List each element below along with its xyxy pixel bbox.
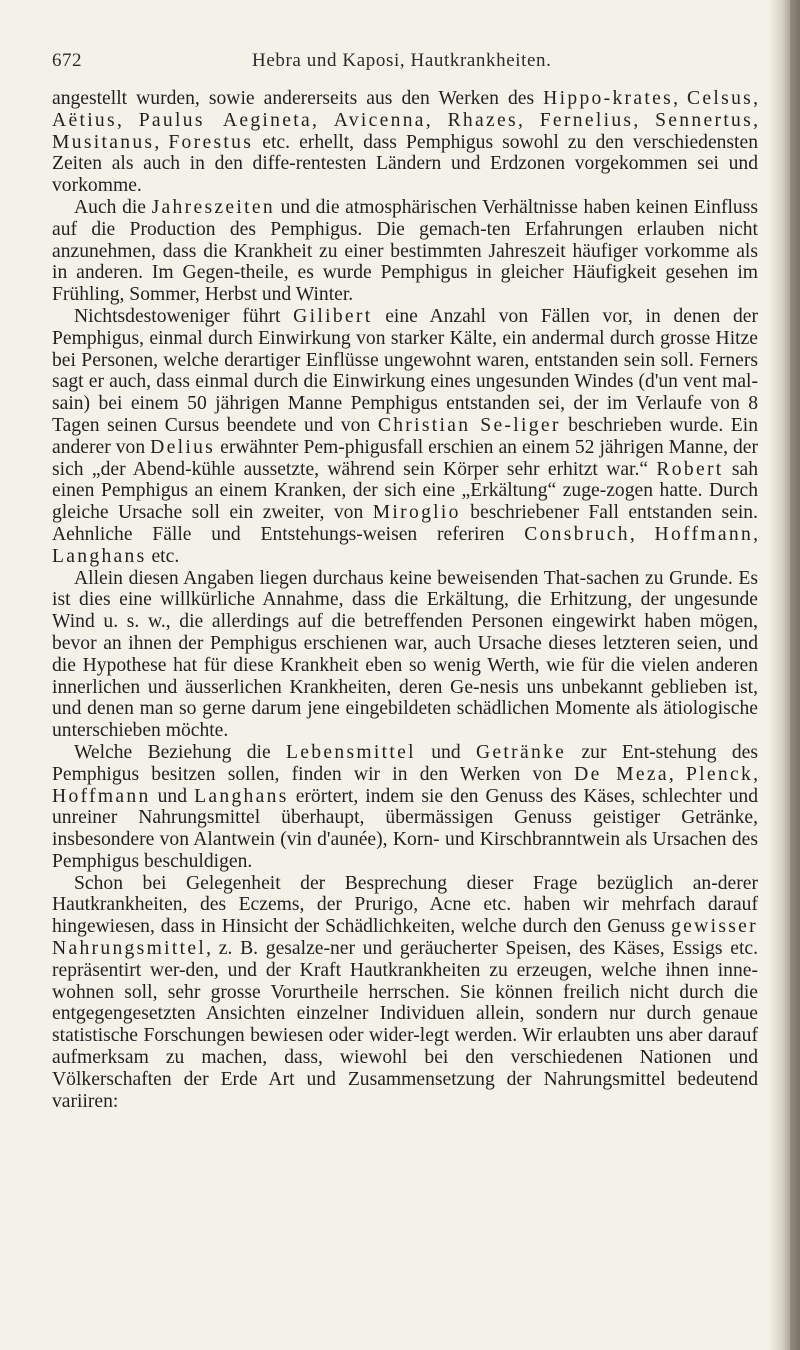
- spaced-name: Aëtius: [52, 109, 117, 131]
- text-run: ,: [116, 109, 139, 131]
- spaced-name: Avicenna: [333, 109, 426, 131]
- spaced-name: Celsus: [687, 88, 754, 109]
- text-run: beschriebener Fall entstanden sein. Aehnliche Fälle und Entstehungs-weisen referiren: [52, 502, 758, 545]
- text-run: ,: [673, 88, 688, 109]
- spaced-name: Consbruch: [524, 523, 630, 545]
- text-run: ,: [629, 523, 655, 545]
- paragraph: [52, 306, 758, 568]
- text-run: , z. B. gesalze-ner und geräucherter Speisen, des Käses, Essigs etc. repräsentirt wer-den, und der Kraft Hautkrankheiten zu erzeugen, welche ihnen inne-wohnen soll, sehr grosse Vorurtheile herrschen. Sie können freilich nicht durch die entgegengesetzten Ansichten einzelner Individuen allein, sondern nur durch genaue statistische Forschungen bewiesen oder wider-legt werden. Wir erlaubten uns aber darauf aufmerksam zu machen, dass, wiewohl bei den verschiedenen Nationen und Völkerschaften der Erde Art und Zusammensetzung der Nahrungsmittel bedeutend variiren:: [52, 938, 758, 1112]
- paragraph: [52, 88, 758, 197]
- body-text: [52, 88, 758, 1112]
- text-run: ,: [154, 131, 169, 153]
- text-run: sah einen Pemphigus an einem Kranken, der sich eine „Erkältung“ zuge-zogen hatte. Durch gleiche Ursache soll ein zweiter, von: [52, 458, 758, 524]
- spaced-name: Robert: [656, 458, 724, 480]
- spaced-name: Rhazes: [447, 109, 518, 131]
- page-header: [52, 50, 752, 78]
- page-number: 672: [52, 50, 82, 71]
- text-run: eine Anzahl von Fällen vor, in denen der Pemphigus, einmal durch Einwirkung von starker Kälte, ein andermal durch grosse Hitze bei Personen, welche derartiger Einflüsse ungewohnt waren, entstanden sein soll. Ferners sagt er auch, dass einmal durch die Einwirkung eines ungesunden Windes (d'un vent mal-sain) bei einem 50 jährigen Manne Pemphigus entstanden sei, der im Verlaufe von 8 Tagen seinen Cursus beendete und von: [52, 305, 758, 436]
- text-run: ,: [517, 109, 540, 131]
- spaced-name: Musitanus: [52, 131, 155, 153]
- text-run: etc.: [146, 545, 180, 567]
- spaced-name: Jahreszeiten: [151, 196, 275, 218]
- text-run: beschrieben wurde. Ein anderer von: [52, 414, 758, 458]
- spaced-name: Forestus: [168, 131, 254, 153]
- text-run: ,: [312, 109, 334, 131]
- text-run: Allein diesen Angaben liegen durchaus keine beweisenden That-sachen zu Grunde. Es ist dies eine willkürliche Annahme, dass die Erkältung, die Erhitzung, der ungesunde Wind u. s. w., die allerdings auf die betreffenden Personen eingewirkt haben mögen, bevor an ihnen der Pemphigus erschienen war, auch Ursache dieses letzteren seien, und die Hypothese hat für diese Krankheit eben so wenig Werth, wie für die vielen anderen innerlichen und äusserlichen Krankheiten, deren Ge-nesis uns unbekannt geblieben ist, und denen man so gerne darum jene eingebildeten schädlichen Momente als ätiologische unterschieben möchte.: [52, 567, 758, 742]
- running-head: Hebra und Kaposi, Hautkrankheiten.: [252, 50, 552, 71]
- text-run: angestellt wurden, sowie andererseits aus den Werken des: [52, 88, 544, 109]
- spaced-name: Langhans: [52, 545, 147, 567]
- spaced-name: Paulus Aegineta: [138, 109, 312, 131]
- paragraph: [52, 742, 758, 873]
- spaced-name: Getränke: [475, 741, 567, 763]
- text-run: ,: [753, 523, 759, 545]
- spaced-name: De Meza: [574, 763, 669, 785]
- page-edge-binding: [790, 0, 800, 1350]
- text-run: und: [415, 741, 476, 763]
- text-run: erwähnter Pem-phigusfall erschien an einem 52 jährigen Manne, der sich „der Abend-kühle aussetzte, während sein Körper sehr erhitzt war.“: [52, 436, 758, 480]
- paragraph: [52, 568, 758, 742]
- text-run: Nichtsdestoweniger führt: [74, 305, 294, 327]
- text-run: ,: [753, 88, 758, 109]
- text-run: zur Ent-stehung des Pemphigus besitzen sollen, finden wir in den Werken von: [52, 741, 758, 785]
- spaced-name: gewisser Nahrungsmittel: [52, 916, 758, 960]
- text-run: Schon bei Gelegenheit der Besprechung dieser Frage bezüglich an-derer Hautkrankheiten, des Eczems, der Prurigo, Acne etc. haben wir mehrfach darauf hingewiesen, dass in Hinsicht der Schädlichkeiten, welche durch den Genuss: [52, 872, 758, 938]
- text-run: Welche Beziehung die: [74, 741, 286, 763]
- spaced-name: Fernelius: [539, 109, 634, 131]
- text-run: und: [150, 785, 195, 807]
- spaced-name: Hoffmann: [654, 523, 754, 545]
- spaced-name: Miroglio: [372, 502, 461, 524]
- text-run: ,: [753, 763, 759, 785]
- spaced-name: Christian Se-liger: [377, 414, 561, 436]
- spaced-name: Lebensmittel: [285, 741, 416, 763]
- text-run: Auch die: [74, 196, 152, 218]
- text-run: ,: [668, 763, 686, 785]
- spaced-name: Plenck: [685, 763, 754, 785]
- text-run: ,: [425, 109, 448, 131]
- spaced-name: Hippo-krates: [543, 88, 674, 109]
- paragraph: [52, 197, 758, 306]
- paragraph: [52, 873, 758, 1113]
- text-run: etc. erhellt, dass Pemphigus sowohl zu den verschiedensten Zeiten als auch in den diffe-rentesten Ländern und Erdzonen vorgekommen sei und vorkomme.: [52, 131, 758, 197]
- spaced-name: Delius: [150, 436, 216, 458]
- spaced-name: Hoffmann: [52, 785, 151, 807]
- text-run: erörtert, indem sie den Genuss des Käses, schlechter und unreiner Nahrungsmittel überhaupt, übermässigen Genuss geistiger Getränke, insbesondere von Alantwein (vin d'aunée), Korn- und Kirschbranntwein als Ursachen des Pemphigus beschuldigen.: [52, 785, 759, 872]
- spaced-name: Langhans: [194, 785, 289, 807]
- text-run: ,: [633, 109, 656, 131]
- text-run: und die atmosphärischen Verhältnisse haben keinen Einfluss auf die Production des Pemphigus. Die gemach-ten Erfahrungen erlauben nicht anzunehmen, dass die Krankheit zu einer bestimmten Jahreszeit häufiger vorkomme als in anderen. Im Gegen-theile, es wurde Pemphigus in gleicher Häufigkeit gesehen im Frühling, Sommer, Herbst und Winter.: [52, 196, 758, 306]
- spaced-name: Sennertus: [655, 109, 754, 131]
- text-run: ,: [753, 109, 758, 131]
- spaced-name: Gilibert: [293, 305, 373, 327]
